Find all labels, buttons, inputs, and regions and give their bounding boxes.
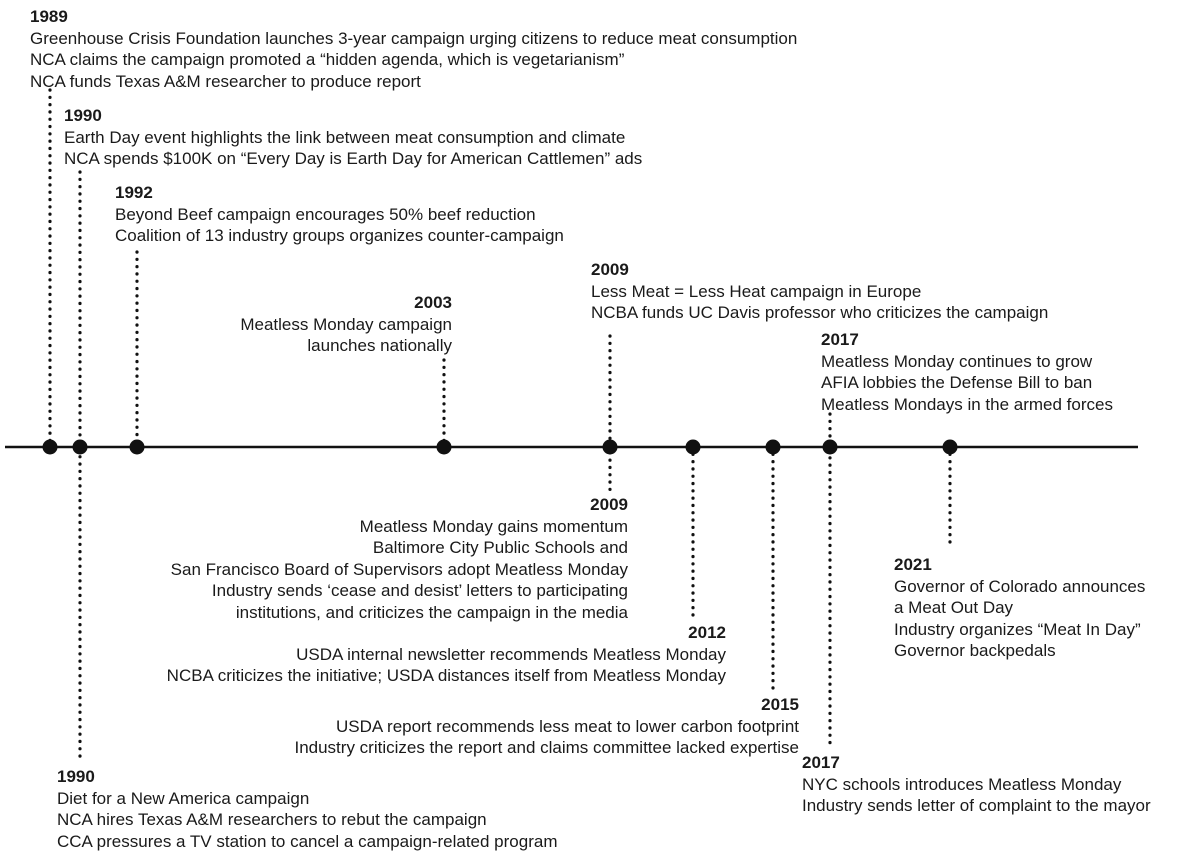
- event-1990-bottom: [57, 766, 558, 852]
- event-line: Baltimore City Public Schools and: [372, 538, 628, 557]
- event-line: NCA funds Texas A&M researcher to produce report: [30, 71, 421, 91]
- dot-2012: [686, 440, 701, 455]
- event-line: NCA claims the campaign promoted a “hidden agenda, which is vegetarianism”: [30, 50, 625, 69]
- event-1989-top: [30, 6, 797, 92]
- dot-1990: [73, 440, 88, 455]
- event-line: Meatless Monday continues to grow: [821, 351, 1093, 371]
- event-line: Industry sends letter of complaint to the mayor: [802, 796, 1151, 815]
- event-2017-bottom: [802, 752, 1151, 817]
- event-2003-top: [240, 292, 452, 357]
- event-line: Meatless Monday campaign: [240, 314, 452, 334]
- event-line: USDA report recommends less meat to lower carbon footprint: [336, 716, 799, 736]
- event-line: Coalition of 13 industry groups organizes counter-campaign: [115, 226, 564, 245]
- event-line: Industry criticizes the report and claims committee lacked expertise: [294, 738, 799, 757]
- event-line: a Meat Out Day: [894, 598, 1014, 617]
- dot-2021: [943, 440, 958, 455]
- event-line: Diet for a New America campaign: [57, 788, 310, 808]
- event-2009-top: [591, 259, 1048, 324]
- event-line: NYC schools introduces Meatless Monday: [802, 774, 1122, 794]
- event-line: Less Meat = Less Heat campaign in Europe: [591, 281, 922, 301]
- event-line: launches nationally: [307, 336, 452, 355]
- event-year: 2021: [894, 555, 932, 574]
- event-year: 2017: [802, 753, 840, 772]
- event-line: Beyond Beef campaign encourages 50% beef reduction: [115, 204, 536, 224]
- event-line: Governor backpedals: [894, 641, 1056, 660]
- event-1990-top: [64, 105, 642, 170]
- dot-2015: [766, 440, 781, 455]
- event-year: 1990: [57, 767, 95, 786]
- event-2012-bottom: [167, 622, 726, 687]
- event-line: Meatless Monday gains momentum: [359, 516, 628, 536]
- event-line: Greenhouse Crisis Foundation launches 3-year campaign urging citizens to reduce meat consumption: [30, 28, 798, 48]
- dot-2003: [437, 440, 452, 455]
- dot-1989: [43, 440, 58, 455]
- event-year: 2009: [591, 260, 629, 279]
- event-line: Meatless Mondays in the armed forces: [821, 394, 1113, 414]
- event-line: USDA internal newsletter recommends Meatless Monday: [296, 644, 726, 664]
- event-line: NCA hires Texas A&M researchers to rebut the campaign: [57, 810, 487, 829]
- event-line: Industry sends ‘cease and desist’ letters to participating: [211, 581, 628, 600]
- dot-2009: [603, 440, 618, 455]
- event-year: 2003: [414, 293, 452, 312]
- event-year: 2012: [688, 623, 726, 642]
- event-1992-top: [115, 182, 564, 247]
- event-year: 1989: [30, 7, 68, 26]
- event-year: 2017: [821, 330, 859, 349]
- event-line: institutions, and criticizes the campaign in the media: [235, 602, 628, 622]
- event-line: NCBA funds UC Davis professor who criticizes the campaign: [591, 303, 1049, 322]
- event-year: 2015: [761, 695, 799, 714]
- event-line: Governor of Colorado announces: [894, 576, 1146, 596]
- event-line: NCA spends $100K on “Every Day is Earth Day for American Cattlemen” ads: [64, 149, 643, 168]
- event-line: CCA pressures a TV station to cancel a campaign-related program: [57, 831, 558, 851]
- event-year: 1992: [115, 183, 153, 202]
- dot-1992: [130, 440, 145, 455]
- event-2017-top: [821, 329, 1113, 415]
- event-year: 2009: [590, 495, 628, 514]
- dot-2017: [823, 440, 838, 455]
- event-year: 1990: [64, 106, 102, 125]
- event-line: AFIA lobbies the Defense Bill to ban: [821, 373, 1093, 392]
- event-2009-bottom: [171, 494, 628, 623]
- event-line: Industry organizes “Meat In Day”: [894, 619, 1141, 639]
- event-2015-bottom: [294, 694, 799, 759]
- event-line: Earth Day event highlights the link between meat consumption and climate: [64, 127, 626, 147]
- event-line: San Francisco Board of Supervisors adopt Meatless Monday: [170, 559, 628, 579]
- event-line: NCBA criticizes the initiative; USDA distances itself from Meatless Monday: [166, 666, 726, 685]
- event-2021-bottom: [894, 554, 1145, 662]
